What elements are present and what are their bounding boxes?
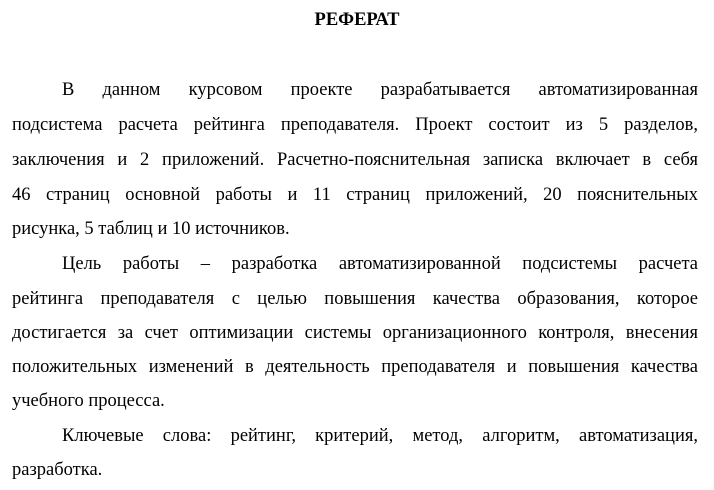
paragraph-2-line-5: учебного процесса. bbox=[12, 391, 165, 411]
paragraph-3-line-2: разработка. bbox=[12, 460, 103, 480]
paragraph-2-line-3: достигается за счет оптимизации системы организационного контроля, внесения bbox=[12, 323, 698, 343]
paragraph-1-line-3: заключения и 2 приложений. Расчетно-пояснительная записка включает в себя bbox=[12, 150, 698, 170]
paragraph-3-line-1: Ключевые слова: рейтинг, критерий, метод, алгоритм, автоматизация, bbox=[62, 426, 698, 446]
paragraph-1-line-4: 46 страниц основной работы и 11 страниц приложений, 20 пояснительных bbox=[12, 185, 698, 205]
paragraph-1-line-1: В данном курсовом проекте разрабатывается автоматизированная bbox=[62, 80, 698, 100]
paragraph-2-line-1: Цель работы – разработка автоматизированной подсистемы расчета bbox=[62, 254, 698, 274]
paragraph-1-line-2: подсистема расчета рейтинга преподавателя. Проект состоит из 5 разделов, bbox=[12, 115, 698, 135]
document-title: РЕФЕРАТ bbox=[314, 10, 400, 30]
paragraph-2-line-2: рейтинга преподавателя с целью повышения качества образования, которое bbox=[12, 289, 698, 309]
paragraph-1-line-5: рисунка, 5 таблиц и 10 источников. bbox=[12, 219, 290, 239]
paragraph-2-line-4: положительных изменений в деятельность преподавателя и повышения качества bbox=[12, 357, 698, 377]
